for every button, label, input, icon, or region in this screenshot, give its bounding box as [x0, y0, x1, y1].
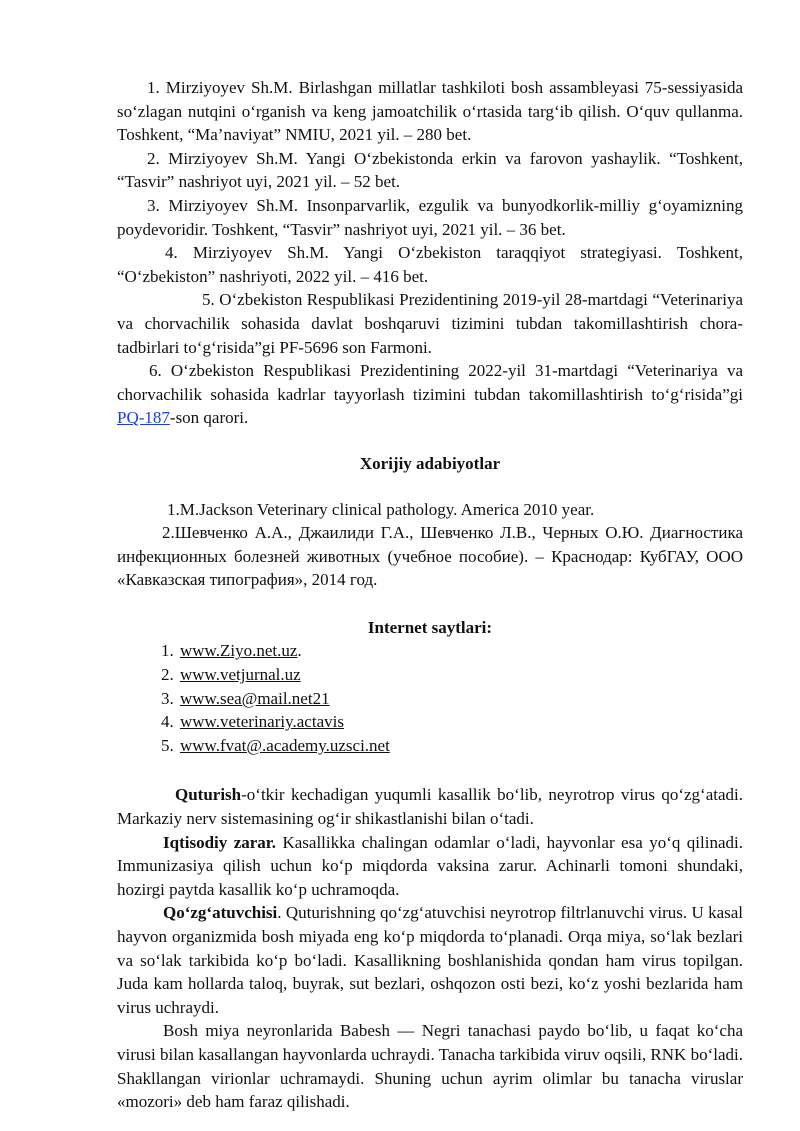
site-item	[161, 687, 743, 711]
paragraph-term: Qo‘zg‘atuvchisi	[163, 903, 278, 923]
reference-number: 6.	[149, 361, 162, 381]
reference-text: Mirziyoyev Sh.M. Yangi O‘zbekiston taraqqiyot strategiyasi. Toshkent, “O‘zbekiston” nashriyoti, 2022 yil. – 416 bet.	[117, 243, 743, 286]
reference-text-suffix: -son qarori.	[169, 408, 249, 428]
site-link[interactable]: www.vetjurnal.uz	[180, 665, 301, 685]
document-page	[117, 76, 743, 1114]
site-link[interactable]: www.fvat@.academy.uzsci.net	[180, 735, 390, 755]
paragraph-term: Quturish	[175, 785, 242, 805]
reference-item	[117, 194, 743, 241]
paragraph-text: Bosh miya neyronlarida Babesh — Negri tanachasi paydo bo‘lib, u faqat ko‘cha virusi bilan kasallangan hayvonlarda uchraydi. Tanacha tarkibida viruv oqsili, RNK bo‘ladi. Shakllangan virionlar uchramaydi. Shuning uchun ayrim olimlar bu tanacha viruslar «mozori» deb ham faraz qilishadi.	[117, 1021, 743, 1112]
site-number: 1.	[161, 641, 174, 661]
reference-item	[117, 241, 743, 288]
reference-item	[117, 288, 743, 359]
internet-sites-list	[117, 639, 743, 757]
foreign-literature-heading: Xorijiy adabiyotlar	[359, 453, 501, 473]
body-paragraph	[117, 1019, 743, 1113]
reference-item	[117, 359, 743, 430]
reference-item	[117, 147, 743, 194]
foreign-reference-item: 1.M.Jackson Veterinary clinical pathology. America 2010 year.	[167, 499, 595, 519]
site-item	[161, 710, 743, 734]
site-link[interactable]: www.veterinariy.actavis	[180, 712, 344, 732]
site-link[interactable]: www.Ziyo.net.uz	[180, 641, 298, 661]
site-link[interactable]: www.sea@mail.net21	[180, 688, 330, 708]
reference-number: 3.	[147, 195, 160, 215]
reference-number: 2.	[147, 148, 160, 168]
site-number: 2.	[161, 665, 174, 685]
reference-item	[117, 76, 743, 147]
site-suffix: .	[297, 641, 302, 661]
site-number: 3.	[161, 688, 174, 708]
foreign-reference-item: 2.Шевченко А.А., Джаилиди Г.А., Шевченко Л.В., Черных О.Ю. Диагностика инфекционных болезней животных (учебное пособие). – Краснодар: КубГАУ, ООО «Кавказская типография», 2014 год.	[117, 523, 743, 590]
reference-text: O‘zbekiston Respublikasi Prezidentining 2019-yil 28-martdagi “Veterinariya va chorvachilik sohasida davlat boshqaruvi tizimini tubdan takomillashtirish chora-tadbirlari to‘g‘risida”gi PF-5696 son Farmoni.	[117, 290, 743, 357]
site-item	[161, 639, 743, 663]
reference-number: 5.	[202, 290, 215, 310]
reference-text: Mirziyoyev Sh.M. Birlashgan millatlar tashkiloti bosh assambleyasi 75-sessiyasida so‘zlagan nutqini o‘rganish va keng jamoatchilik o‘rtasida targ‘ib qilish. O‘quv qullanma. Toshkent, “Ma’naviyat” NMIU, 2021 yil. – 280 bet.	[117, 78, 743, 145]
paragraph-term: Iqtisodiy zarar.	[163, 832, 277, 852]
body-paragraph	[117, 831, 743, 902]
site-item	[161, 663, 743, 687]
body-paragraph	[117, 901, 743, 1019]
reference-text: Mirziyoyev Sh.M. Insonparvarlik, ezgulik va bunyodkorlik-milliy g‘oyamizning poydevoridir. Toshkent, “Tasvir” nashriyot uyi, 2021 yil. – 36 bet.	[117, 195, 743, 239]
decree-link[interactable]: PQ-187	[117, 408, 170, 428]
reference-text: Mirziyoyev Sh.M. Yangi O‘zbekistonda erkin va farovon yashaylik. “Toshkent, “Tasvir” nashriyot uyi, 2021 yil. – 52 bet.	[117, 148, 744, 192]
paragraph-text: -o‘tkir kechadigan yuqumli kasallik bo‘lib, neyrotrop virus qo‘zg‘atadi. Markaziy nerv sistemasining og‘ir shikastlanishi bilan o‘tadi.	[117, 785, 743, 829]
internet-sites-heading: Internet saytlari:	[367, 617, 493, 637]
paragraph-text: . Quturishning qo‘zg‘atuvchisi neyrotrop filtrlanuvchi virus. U kasal hayvon organizmida bosh miyada eng ko‘p miqdorda to‘planadi. Orqa miya, so‘lak bezlari va so‘lak tarkibida ko‘p bo‘ladi. Kasallikning boshlanishida qondan ham virus topilgan. Juda kam hollarda taloq, buyrak, sut bezlari, oshqozon osti bezi, ko‘z yoshi bezlarida ham virus uchraydi.	[117, 903, 743, 1017]
paragraph-text: Kasallikka chalingan odamlar o‘ladi, hayvonlar esa yo‘q qilinadi. Immunizasiya qilish uchun ko‘p miqdorda vaksina zarur. Achinarli tomoni shundaki, hozirgi paytda kasallik ko‘p uchramoqda.	[117, 832, 743, 899]
reference-number: 1.	[147, 78, 160, 97]
body-paragraph	[117, 783, 743, 830]
site-number: 5.	[161, 735, 174, 755]
reference-number: 4.	[165, 243, 178, 263]
site-number: 4.	[161, 712, 174, 732]
site-item	[161, 734, 743, 758]
reference-text: O‘zbekiston Respublikasi Prezidentining 2022-yil 31-martdagi “Veterinariya va chorvachilik sohasida kadrlar tayyorlash tizimini tubdan takomillashtirish to‘g‘risida”gi	[117, 361, 743, 404]
